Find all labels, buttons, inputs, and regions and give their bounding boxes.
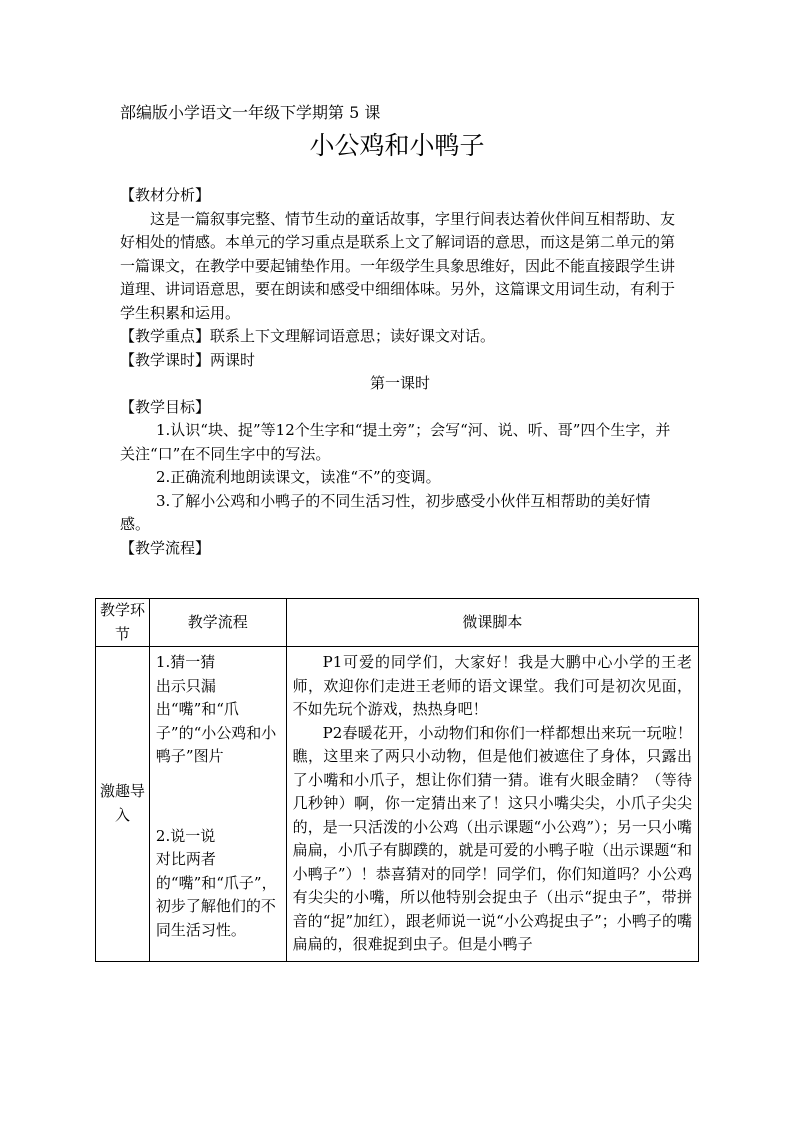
- script-paragraph: P2春暖花开，小动物们和你们一样都想出来玩一玩啦！瞧，这里来了两只小动物，但是他们被遮住了身体，只露出了小嘴和小爪子，想让你们猜一猜。谁有火眼金睛？（等待几秒钟）啊，你一定猜出来了！这只小嘴尖尖，小爪子尖尖的，是一只活泼的小公鸡（出示课题“小公鸡”）；另一只小嘴扁扁，小爪子有脚蹼的，就是可爱的小鸭子啦（出示课题“和小鸭子”）！恭喜猜对的同学！同学们，你们知道吗？小公鸡有尖尖的小嘴，所以他特别会捉虫子（出示“捉虫子”，带拼音的“捉”加红），跟老师说一说“小公鸡捉虫子”；小鸭子的嘴扁扁的，很难捉到虫子。但是小鸭子: [292, 723, 692, 953]
- objective-item: 2.正确流利地朗读课文，读准“不”的变调。: [156, 468, 441, 486]
- objectives-heading: 【教学目标】: [120, 397, 211, 416]
- objective-item: 3.了解小公鸡和小鸭子的不同生活习性，初步感受小伙伴互相帮助的美好情感。: [120, 491, 651, 533]
- course-header: 部编版小学语文一年级下学期第 5 课: [120, 103, 381, 122]
- flow-step-text: 出示只漏出“嘴”和“爪子”的“小公鸡和小鸭子”图片: [155, 676, 277, 765]
- lesson-hours: 【教学课时】两课时: [120, 350, 256, 369]
- flow-step-title: 2.说一说: [155, 826, 216, 845]
- analysis-heading: 【教材分析】: [120, 186, 211, 204]
- column-header-stage: 教学环节: [96, 599, 150, 647]
- flow-step-text: 对比两者的“嘴”和“爪子”，初步了解他们的不同生活习性。: [155, 850, 277, 939]
- table-header-row: [96, 599, 699, 647]
- page-title: 小公鸡和小鸭子: [309, 131, 485, 160]
- table-row: [96, 647, 699, 962]
- stage-cell: 激趣导入: [96, 647, 150, 962]
- spacer: [156, 769, 280, 825]
- document-body: [120, 184, 680, 560]
- lesson-one-heading: 第一课时: [369, 374, 430, 392]
- key-points: 【教学重点】联系上下文理解词语意思；读好课文对话。: [120, 327, 496, 345]
- lesson-flow-table: [95, 598, 699, 962]
- script-paragraph: P1可爱的同学们，大家好！我是大鹏中心小学的王老师，欢迎你们走进王老师的语文课堂。我们可是初次见面，不如先玩个游戏，热热身吧！: [292, 653, 692, 718]
- script-cell: [286, 647, 698, 962]
- column-header-flow: 教学流程: [149, 599, 286, 647]
- analysis-text: 这是一篇叙事完整、情节生动的童话故事，字里行间表达着伙伴间互相帮助、友好相处的情感。本单元的学习重点是联系上文了解词语的意思，而这是第二单元的第一篇课文，在教学中要起铺垫作用。一年级学生具象思维好，因此不能直接跟学生讲道理、讲词语意思，要在朗读和感受中细细体味。另外，这篇课文用词生动，有利于学生积累和运用。: [120, 209, 676, 322]
- column-header-script: 微课脚本: [286, 599, 698, 647]
- flow-step-title: 1.猜一猜: [155, 653, 216, 671]
- flow-heading: 【教学流程】: [120, 538, 211, 557]
- objective-item: 1.认识“块、捉”等12个生字和“提土旁”；会写“河、说、听、哥”四个生字，并关注“口”在不同生字中的写法。: [120, 421, 671, 463]
- flow-cell: [149, 647, 286, 962]
